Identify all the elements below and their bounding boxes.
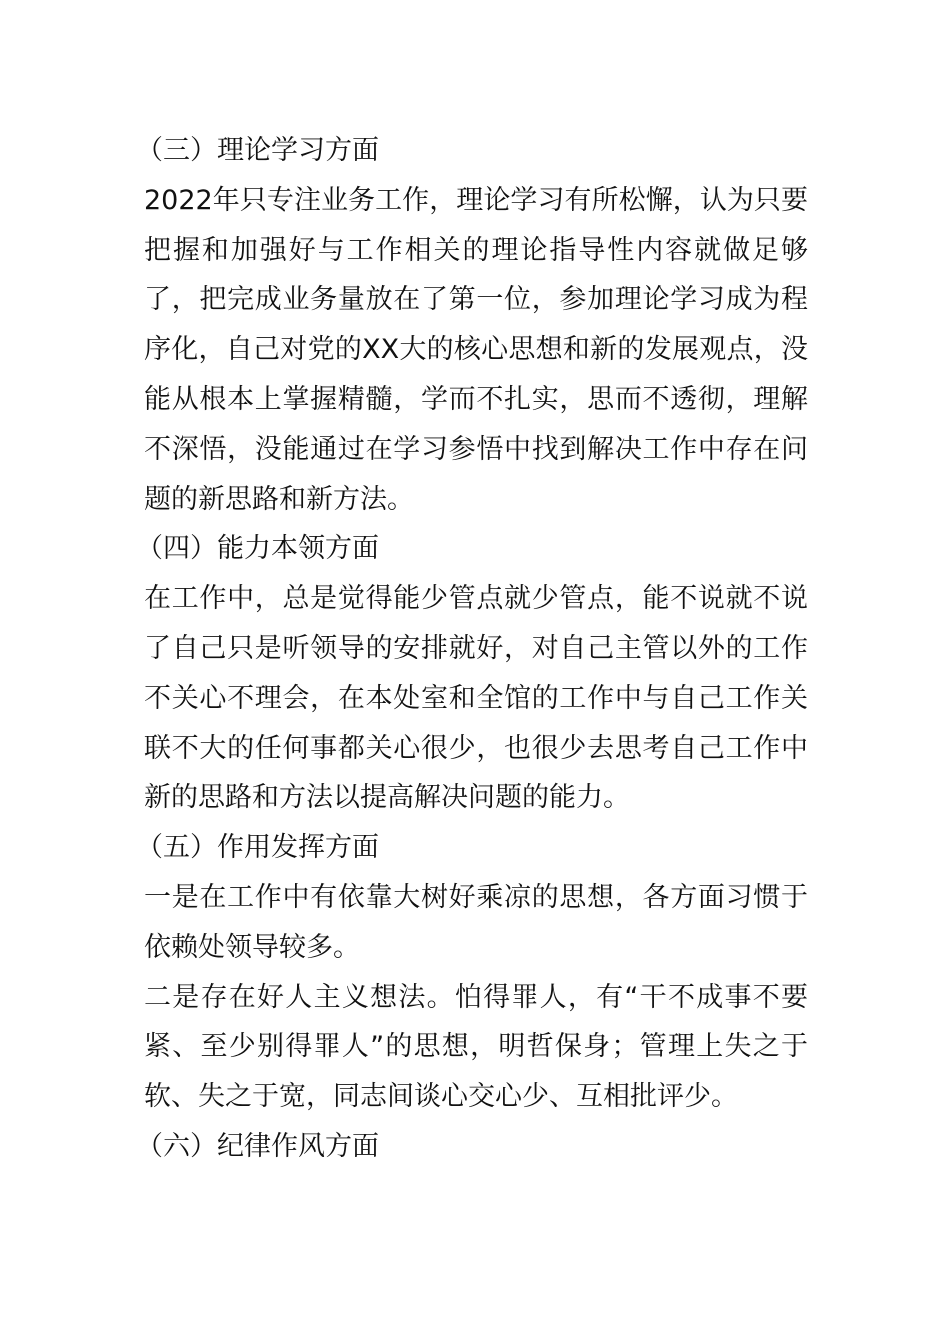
section-paragraph-theory-study: 2022年只专注业务工作，理论学习有所松懈，认为只要把握和加强好与工作相关的理论指导性内容就做足够了，把完成业务量放在了第一位，参加理论学习成为程序化，自己对党的XX大的核心思想和新的发展观点，没能从根本上掌握精髓，学而不扎实，思而不透彻，理解不深悟，没能通过在学习参悟中找到解决工作中存在问题的新思路和新方法。 <box>144 184 808 515</box>
section-heading-discipline: （六）纪律作风方面 <box>136 1130 379 1162</box>
section-paragraph-role-2: 二是存在好人主义想法。怕得罪人，有“干不成事不要紧、至少别得罪人”的思想，明哲保身；管理上失之于软、失之于宽，同志间谈心交心少、互相批评少。 <box>144 981 808 1113</box>
section-heading-role: （五）作用发挥方面 <box>136 832 379 864</box>
section-paragraph-role-1: 一是在工作中有依靠大树好乘凉的思想，各方面习惯于依赖处领导较多。 <box>144 881 808 963</box>
section-heading-theory-study: （三）理论学习方面 <box>136 135 379 166</box>
document-body <box>136 126 808 1172</box>
section-heading-ability: （四）能力本领方面 <box>136 533 379 565</box>
section-paragraph-ability: 在工作中，总是觉得能少管点就少管点，能不说就不说了自己只是听领导的安排就好，对自己主管以外的工作不关心不理会，在本处室和全馆的工作中与自己工作关联不大的任何事都关心很少，也很少去思考自己工作中新的思路和方法以提高解决问题的能力。 <box>144 583 808 814</box>
